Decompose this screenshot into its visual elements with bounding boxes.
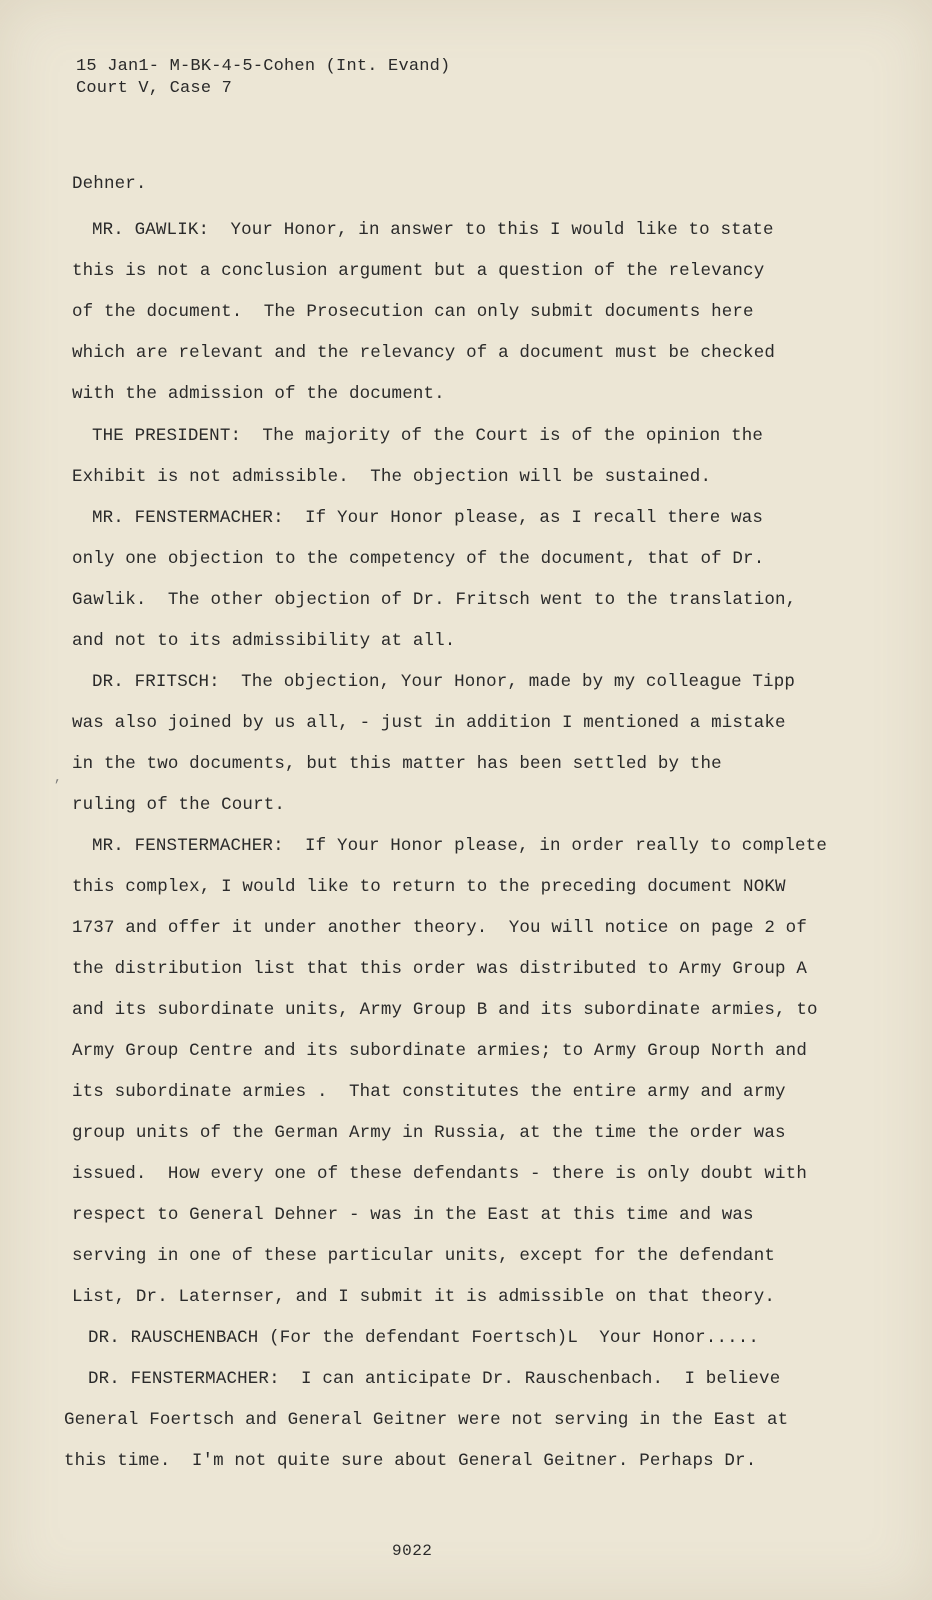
text-line: group units of the German Army in Russia, at the time the order was — [72, 1123, 786, 1143]
text-line: THE PRESIDENT: The majority of the Court is of the opinion the — [92, 426, 764, 446]
text-line: in the two documents, but this matter has been settled by the — [72, 754, 722, 774]
text-line: MR. FENSTERMACHER: If Your Honor please, in order really to complete — [92, 836, 827, 856]
text-line: Gawlik. The other objection of Dr. Fritsch went to the translation, — [72, 590, 797, 610]
header-reference-line: 15 Jan1- M-BK-4-5-Cohen (Int. Evand) — [76, 57, 451, 76]
text-line: and not to its admissibility at all. — [72, 631, 456, 651]
text-line: which are relevant and the relevancy of a document must be checked — [72, 343, 776, 363]
text-line: Army Group Centre and its subordinate armies; to Army Group North and — [72, 1041, 807, 1061]
text-line: DR. FRITSCH: The objection, Your Honor, made by my colleague Tipp — [92, 672, 796, 692]
text-line: MR. GAWLIK: Your Honor, in answer to this I would like to state — [92, 220, 774, 240]
text-line: 1737 and offer it under another theory. You will notice on page 2 of — [72, 918, 807, 938]
text-line: List, Dr. Laternser, and I submit it is admissible on that theory. — [72, 1287, 776, 1307]
document-header — [76, 56, 450, 100]
text-line: Dehner. — [72, 174, 147, 194]
text-line: respect to General Dehner - was in the East at this time and was — [72, 1205, 754, 1225]
text-line: was also joined by us all, - just in addition I mentioned a mistake — [72, 713, 786, 733]
text-line: this complex, I would like to return to the preceding document NOKW — [72, 877, 786, 897]
text-line: MR. FENSTERMACHER: If Your Honor please, as I recall there was — [92, 508, 764, 528]
header-court-line: Court V, Case 7 — [76, 79, 233, 98]
text-line: with the admission of the document. — [72, 384, 445, 404]
text-line: DR. RAUSCHENBACH (For the defendant Foertsch)L Your Honor..... — [88, 1328, 760, 1348]
text-line: and its subordinate units, Army Group B and its subordinate armies, to — [72, 1000, 818, 1020]
page-number: 9022 — [392, 1542, 433, 1560]
text-line: issued. How every one of these defendants - there is only doubt with — [72, 1164, 807, 1184]
text-line: Exhibit is not admissible. The objection will be sustained. — [72, 467, 712, 487]
text-line: DR. FENSTERMACHER: I can anticipate Dr. Rauschenbach. I believe — [88, 1369, 781, 1389]
text-line: ruling of the Court. — [72, 795, 286, 815]
text-line: this is not a conclusion argument but a question of the relevancy — [72, 261, 765, 281]
text-line: serving in one of these particular units, except for the defendant — [72, 1246, 776, 1266]
text-line: General Foertsch and General Geitner were not serving in the East at — [64, 1410, 789, 1430]
margin-pencil-mark-icon: , — [54, 770, 62, 785]
text-line: only one objection to the competency of the document, that of Dr. — [72, 549, 765, 569]
text-line: of the document. The Prosecution can only submit documents here — [72, 302, 754, 322]
text-line: this time. I'm not quite sure about General Geitner. Perhaps Dr. — [64, 1451, 757, 1471]
text-line: the distribution list that this order was distributed to Army Group A — [72, 959, 807, 979]
text-line: its subordinate armies . That constitutes the entire army and army — [72, 1082, 786, 1102]
